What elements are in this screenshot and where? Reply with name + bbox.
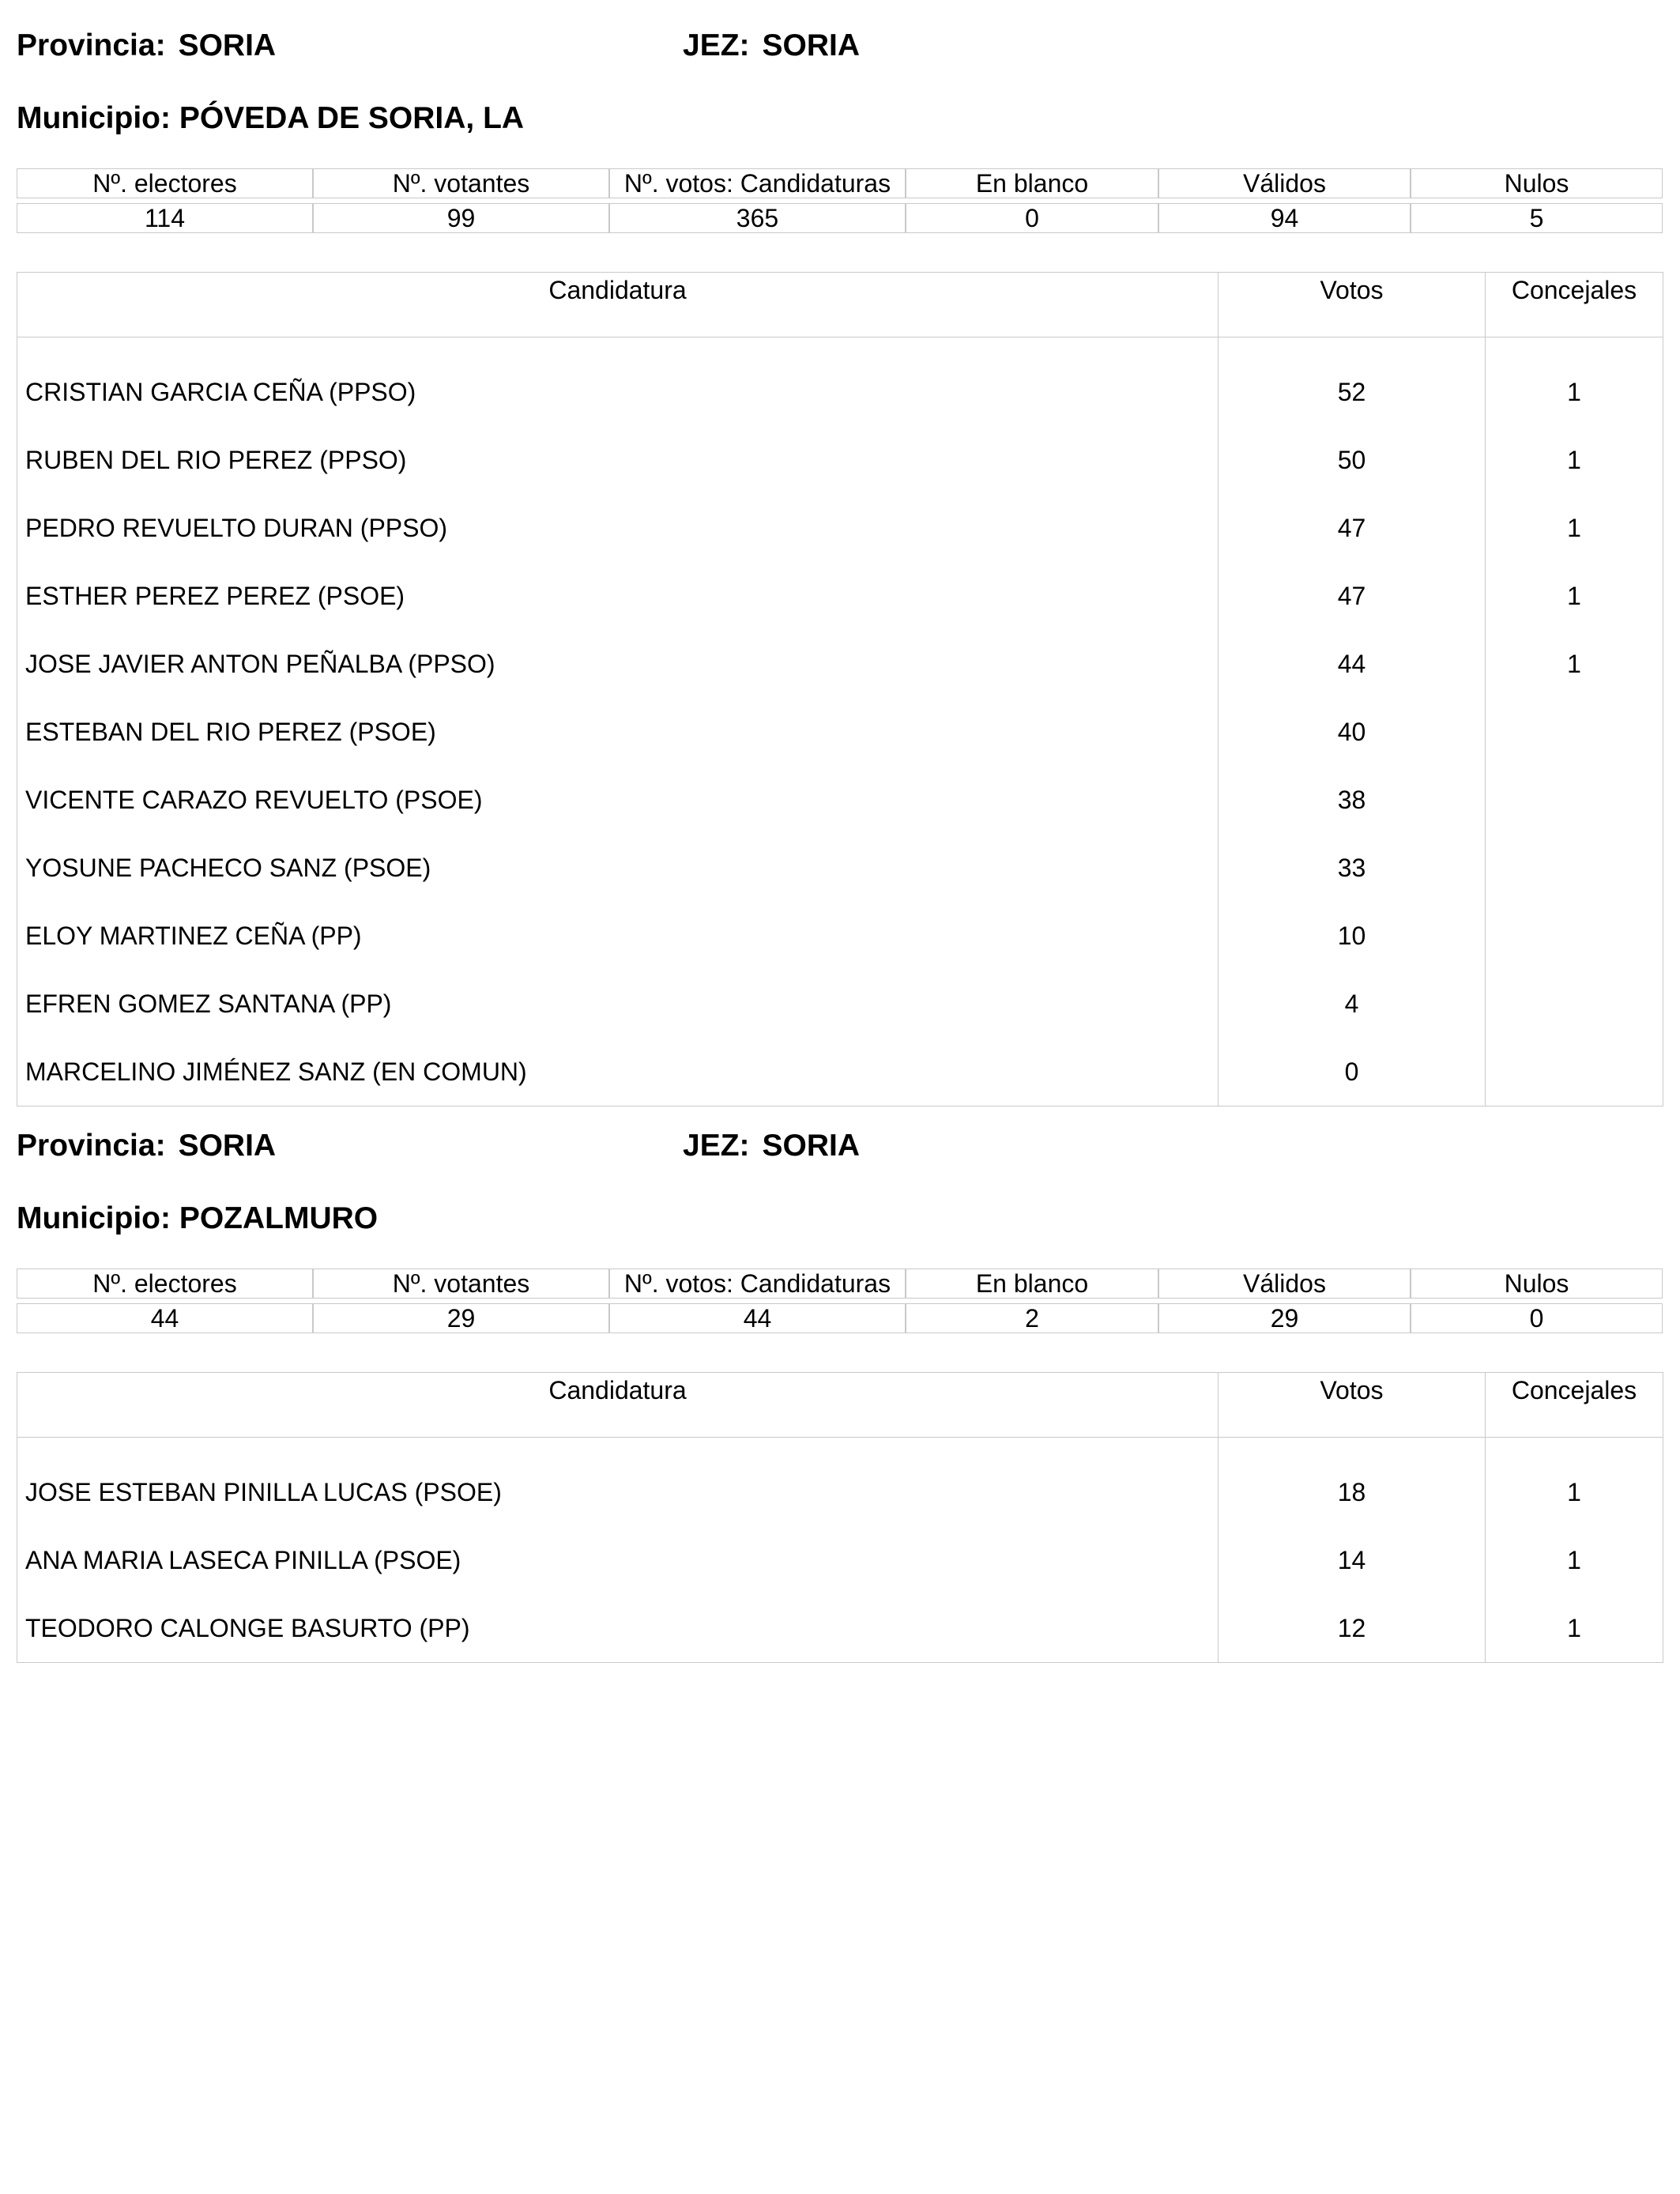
candidate-row [17, 1438, 1663, 1527]
stats-header: Nulos [1411, 1269, 1663, 1299]
candidate-name: JOSE JAVIER ANTON PEÑALBA (PPSO) [17, 630, 1219, 698]
candidate-name: ANA MARIA LASECA PINILLA (PSOE) [17, 1526, 1219, 1594]
stats-header: Válidos [1158, 168, 1411, 198]
provincia-header [17, 1130, 276, 1161]
candidates-table [17, 1372, 1663, 1663]
candidate-name: EFREN GOMEZ SANTANA (PP) [17, 970, 1219, 1038]
candidate-votos: 10 [1219, 902, 1486, 970]
stats-header: Nº. votos: Candidaturas [609, 168, 906, 198]
candidate-concejales [1486, 1038, 1663, 1106]
candidate-votos: 18 [1219, 1438, 1486, 1527]
provincia-label: Provincia: [17, 28, 166, 62]
candidate-votos: 14 [1219, 1526, 1486, 1594]
candidate-row [17, 1526, 1663, 1594]
municipio-value: PÓVEDA DE SORIA, LA [179, 101, 525, 135]
candidate-votos: 50 [1219, 426, 1486, 494]
candidates-header-row [17, 1373, 1663, 1438]
stats-header: Nulos [1411, 168, 1663, 198]
candidate-votos: 0 [1219, 1038, 1486, 1106]
candidate-votos: 44 [1219, 630, 1486, 698]
stats-header: En blanco [906, 168, 1158, 198]
candidate-concejales: 1 [1486, 337, 1663, 427]
stats-header: Nº. electores [17, 1269, 313, 1299]
candidate-name: CRISTIAN GARCIA CEÑA (PPSO) [17, 337, 1219, 427]
candidate-votos: 47 [1219, 494, 1486, 562]
jez-label: JEZ: [683, 1129, 750, 1163]
stats-value: 365 [609, 203, 906, 233]
candidates-header-row [17, 273, 1663, 337]
provincia-value: SORIA [178, 1129, 277, 1163]
votos-header: Votos [1219, 1373, 1486, 1438]
candidate-concejales: 1 [1486, 1594, 1663, 1663]
candidate-row [17, 902, 1663, 970]
provincia-value: SORIA [178, 28, 277, 62]
stats-header: Nº. votantes [313, 168, 609, 198]
candidate-concejales [1486, 902, 1663, 970]
candidate-row [17, 698, 1663, 766]
stats-value: 44 [609, 1303, 906, 1333]
jez-value: SORIA [762, 1129, 861, 1163]
stats-value: 99 [313, 203, 609, 233]
municipio-label: Municipio: [17, 101, 171, 135]
stats-value: 29 [313, 1303, 609, 1333]
candidate-name: JOSE ESTEBAN PINILLA LUCAS (PSOE) [17, 1438, 1219, 1527]
stats-header: En blanco [906, 1269, 1158, 1299]
candidate-votos: 52 [1219, 337, 1486, 427]
concejales-header: Concejales [1486, 1373, 1663, 1438]
candidate-concejales: 1 [1486, 562, 1663, 630]
candidates-table [17, 272, 1663, 1106]
candidate-name: ESTHER PEREZ PEREZ (PSOE) [17, 562, 1219, 630]
candidate-concejales [1486, 970, 1663, 1038]
candidate-concejales: 1 [1486, 494, 1663, 562]
stats-value: 5 [1411, 203, 1663, 233]
candidatura-header: Candidatura [17, 1373, 1219, 1438]
candidate-concejales [1486, 766, 1663, 834]
candidate-votos: 47 [1219, 562, 1486, 630]
candidate-row [17, 630, 1663, 698]
stats-value: 0 [906, 203, 1158, 233]
stats-value-row [17, 1303, 1663, 1333]
candidate-votos: 38 [1219, 766, 1486, 834]
candidatura-header: Candidatura [17, 273, 1219, 337]
jez-header [683, 30, 860, 61]
candidate-concejales [1486, 698, 1663, 766]
stats-value: 29 [1158, 1303, 1411, 1333]
stats-value: 2 [906, 1303, 1158, 1333]
stats-table [17, 1269, 1663, 1333]
stats-value: 0 [1411, 1303, 1663, 1333]
candidate-votos: 40 [1219, 698, 1486, 766]
stats-header-row [17, 168, 1663, 198]
jez-label: JEZ: [683, 28, 750, 62]
stats-header: Nº. votos: Candidaturas [609, 1269, 906, 1299]
municipio-header [17, 103, 524, 134]
provincia-label: Provincia: [17, 1129, 166, 1163]
stats-value-row [17, 203, 1663, 233]
candidate-name: RUBEN DEL RIO PEREZ (PPSO) [17, 426, 1219, 494]
candidate-row [17, 426, 1663, 494]
candidate-concejales: 1 [1486, 1526, 1663, 1594]
candidate-votos: 33 [1219, 834, 1486, 902]
candidate-concejales: 1 [1486, 426, 1663, 494]
candidate-concejales: 1 [1486, 630, 1663, 698]
stats-header-row [17, 1269, 1663, 1299]
candidate-name: PEDRO REVUELTO DURAN (PPSO) [17, 494, 1219, 562]
candidate-row [17, 337, 1663, 427]
stats-header: Válidos [1158, 1269, 1411, 1299]
candidate-name: TEODORO CALONGE BASURTO (PP) [17, 1594, 1219, 1663]
stats-value: 94 [1158, 203, 1411, 233]
concejales-header: Concejales [1486, 273, 1663, 337]
stats-header: Nº. electores [17, 168, 313, 198]
stats-value: 114 [17, 203, 313, 233]
stats-table [17, 168, 1663, 233]
candidate-name: ESTEBAN DEL RIO PEREZ (PSOE) [17, 698, 1219, 766]
candidate-row [17, 494, 1663, 562]
candidate-concejales: 1 [1486, 1438, 1663, 1527]
candidate-row [17, 834, 1663, 902]
candidate-votos: 4 [1219, 970, 1486, 1038]
candidate-name: ELOY MARTINEZ CEÑA (PP) [17, 902, 1219, 970]
municipio-value: POZALMURO [179, 1201, 379, 1235]
stats-header: Nº. votantes [313, 1269, 609, 1299]
jez-header [683, 1130, 860, 1161]
votos-header: Votos [1219, 273, 1486, 337]
candidate-votos: 12 [1219, 1594, 1486, 1663]
candidate-name: VICENTE CARAZO REVUELTO (PSOE) [17, 766, 1219, 834]
candidate-row [17, 1594, 1663, 1663]
candidate-row [17, 1038, 1663, 1106]
candidate-row [17, 766, 1663, 834]
provincia-header [17, 30, 276, 61]
candidate-name: YOSUNE PACHECO SANZ (PSOE) [17, 834, 1219, 902]
candidate-row [17, 970, 1663, 1038]
municipio-header [17, 1203, 378, 1234]
stats-value: 44 [17, 1303, 313, 1333]
municipio-label: Municipio: [17, 1201, 171, 1235]
jez-value: SORIA [762, 28, 861, 62]
candidate-concejales [1486, 834, 1663, 902]
candidate-name: MARCELINO JIMÉNEZ SANZ (EN COMUN) [17, 1038, 1219, 1106]
candidate-row [17, 562, 1663, 630]
